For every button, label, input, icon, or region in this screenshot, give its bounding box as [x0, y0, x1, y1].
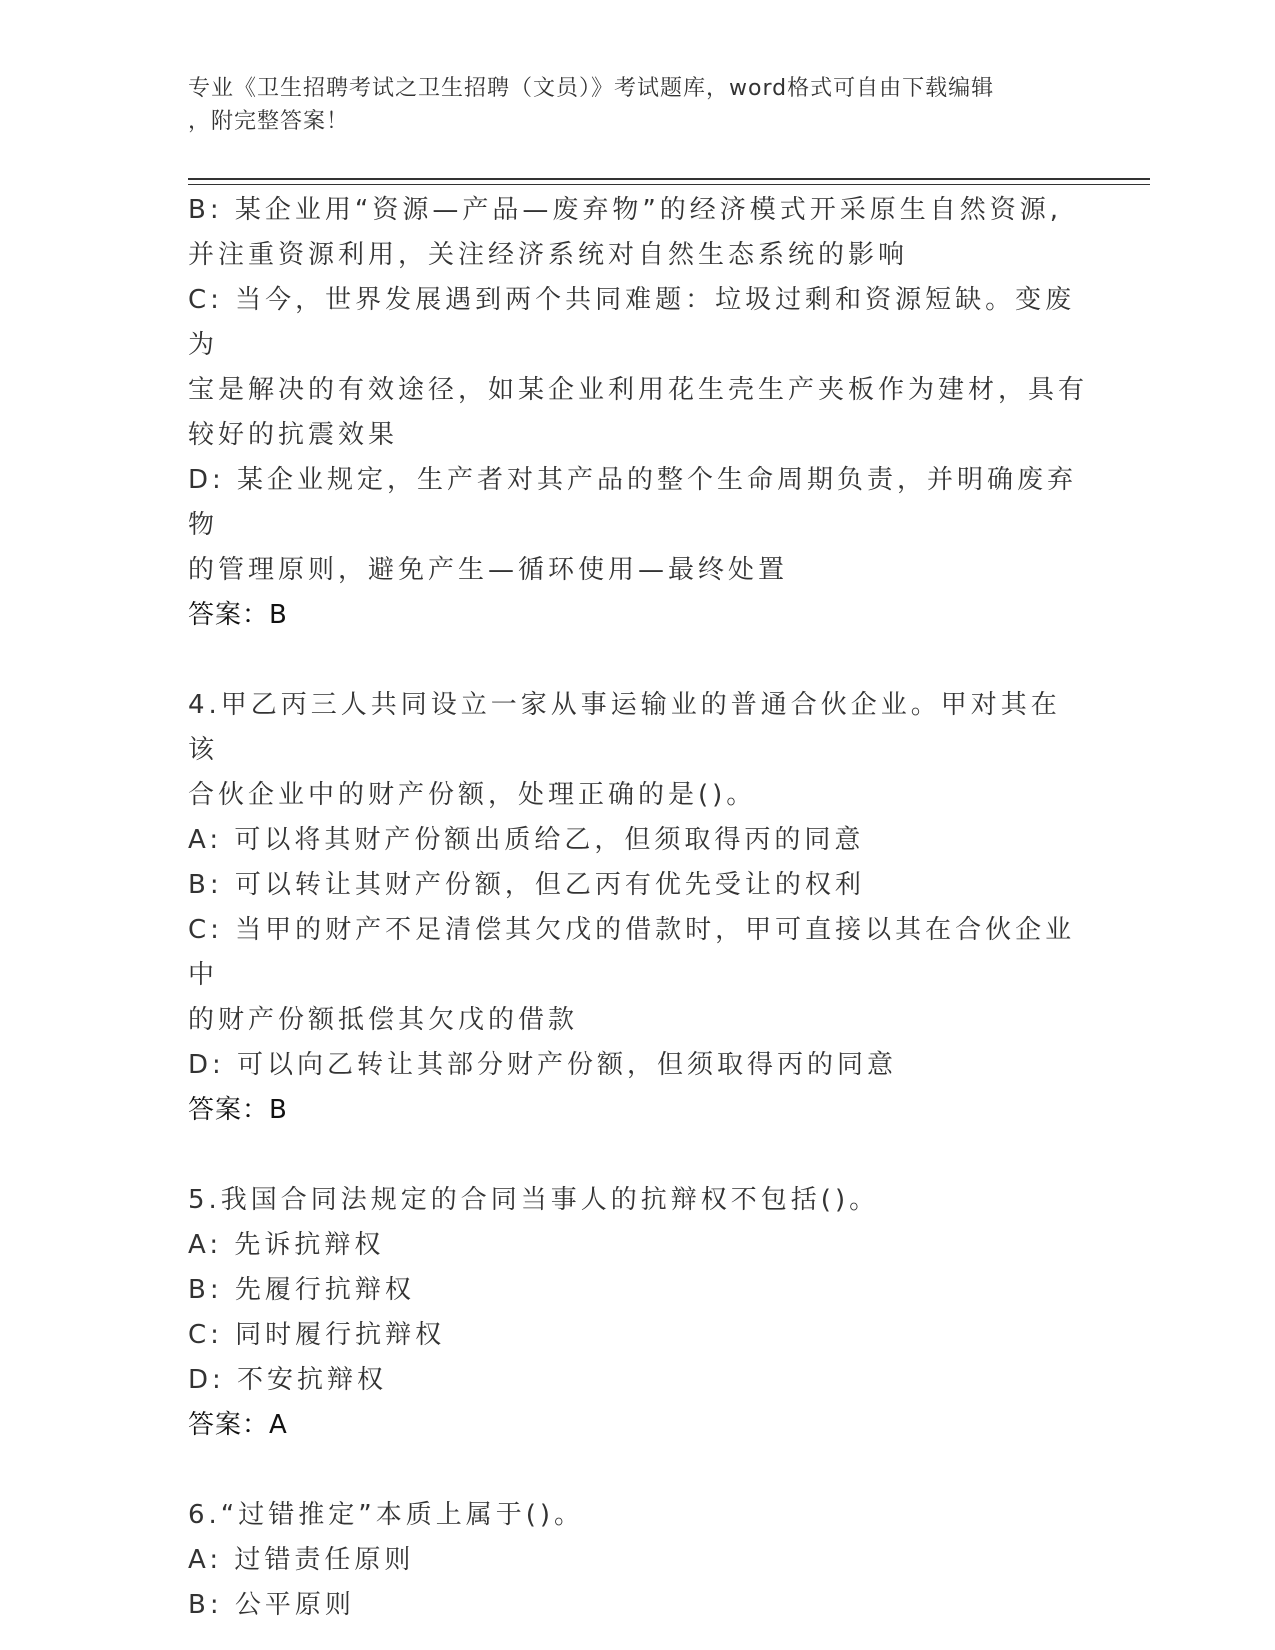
question-block	[188, 1178, 1088, 1448]
option-line: C: 当甲的财产不足清偿其欠戊的借款时，甲可直接以其在合伙企业中	[188, 915, 1076, 990]
option-line: A: 先诉抗辩权	[188, 1230, 385, 1260]
option-line: 的财产份额抵偿其欠戊的借款	[188, 1005, 579, 1035]
option-line: D: 可以向乙转让其部分财产份额，但须取得丙的同意	[188, 1050, 898, 1080]
header-rule-thin	[188, 184, 1150, 185]
answer-line: 答案：A	[188, 1410, 288, 1440]
header-rule-thick	[188, 178, 1150, 180]
option-line: 宝是解决的有效途径，如某企业利用花生壳生产夹板作为建材，具有	[188, 375, 1089, 405]
question-stem: 4.甲乙丙三人共同设立一家从事运输业的普通合伙企业。甲对其在该	[188, 690, 1061, 765]
option-line: B: 先履行抗辩权	[188, 1275, 415, 1305]
option-line: A: 可以将其财产份额出质给乙，但须取得丙的同意	[188, 825, 865, 855]
block-spacer	[188, 638, 1088, 683]
option-line: 较好的抗震效果	[188, 420, 399, 450]
option-line: B: 某企业用“资源—产品—废弃物”的经济模式开采原生自然资源,	[188, 195, 1063, 225]
answer-line: 答案：B	[188, 1095, 288, 1125]
question-stem: 合伙企业中的财产份额，处理正确的是()。	[188, 780, 757, 810]
option-line: D: 某企业规定，生产者对其产品的整个生命周期负责，并明确废弃物	[188, 465, 1078, 540]
option-line: B: 公平原则	[188, 1590, 355, 1620]
option-line: 的管理原则，避免产生—循环使用—最终处置	[188, 555, 789, 585]
question-block	[188, 1493, 1088, 1628]
option-line: A: 过错责任原则	[188, 1545, 415, 1575]
option-line: C: 同时履行抗辩权	[188, 1320, 446, 1350]
question-stem: 5.我国合同法规定的合同当事人的抗辩权不包括()。	[188, 1185, 880, 1215]
option-line: C: 当今，世界发展遇到两个共同难题：垃圾过剩和资源短缺。变废为	[188, 285, 1076, 360]
block-spacer	[188, 1448, 1088, 1493]
header-line-2: ，附完整答案！	[188, 109, 350, 134]
block-spacer	[188, 1133, 1088, 1178]
option-line: D: 不安抗辩权	[188, 1365, 388, 1395]
question-stem: 6.“过错推定”本质上属于()。	[188, 1500, 585, 1530]
question-block	[188, 683, 1088, 1133]
document-header	[188, 72, 1088, 138]
option-line: 并注重资源利用，关注经济系统对自然生态系统的影响	[188, 240, 909, 270]
answer-line: 答案：B	[188, 600, 288, 630]
question-content	[188, 188, 1088, 1628]
header-line-1: 专业《卫生招聘考试之卫生招聘（文员）》考试题库，word格式可自由下载编辑	[188, 76, 995, 101]
question-block	[188, 188, 1088, 638]
option-line: B: 可以转让其财产份额，但乙丙有优先受让的权利	[188, 870, 865, 900]
